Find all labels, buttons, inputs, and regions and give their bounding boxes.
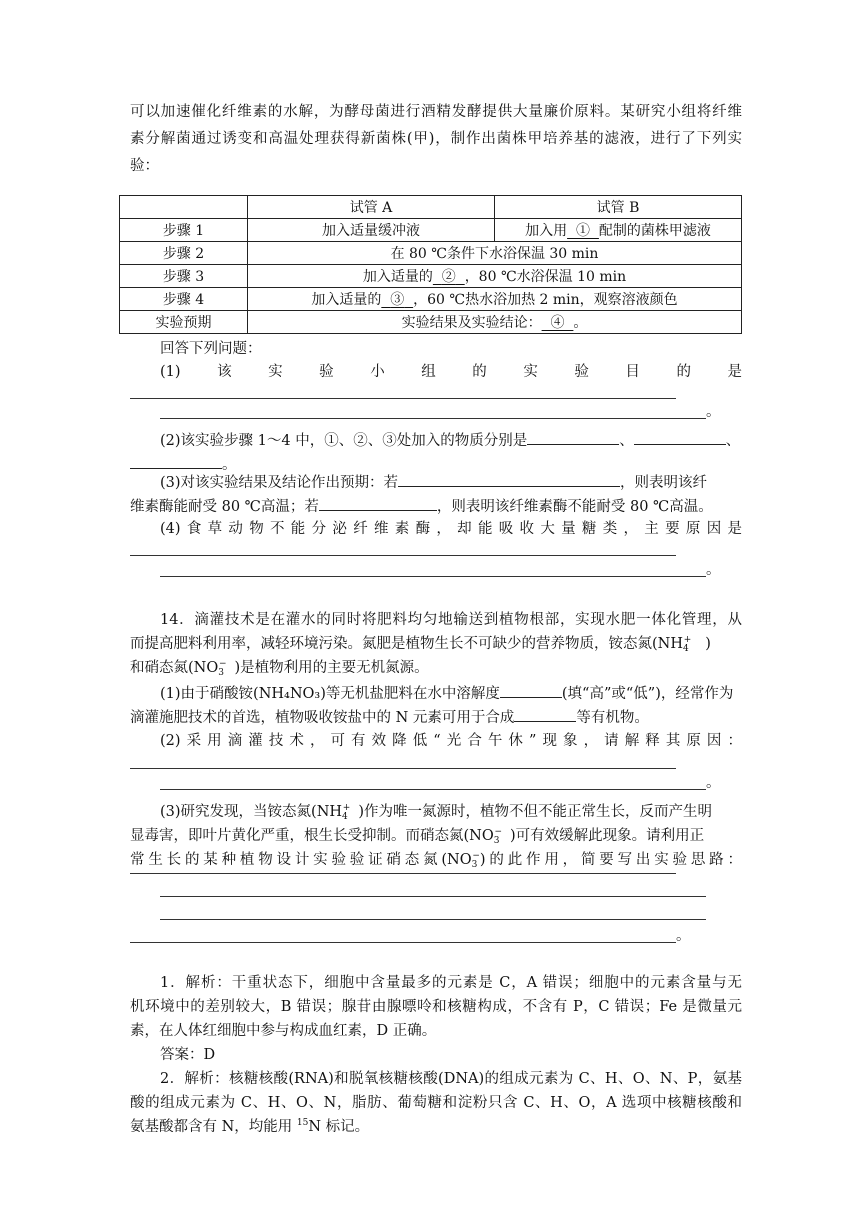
q13-part3-line1: (3)对该实验结果及结论作出预期：若 ，则表明该纤 — [160, 472, 742, 493]
q14-line1: 14．滴灌技术是在灌水的同时将肥料均匀地输送到植物根部，实现水肥一体化管理，从 — [160, 612, 742, 628]
answer2-line2: 酸的组成元素为 C、H、O、N，脂肪、葡萄糖和淀粉只含 C、H、O，A 选项中核糖核酸和 — [130, 1095, 742, 1111]
period: 。 — [706, 562, 721, 578]
answer2-line3: 氨基酸都含有 N，均能用 $^{15}$N 标记。 — [130, 1118, 370, 1135]
step1-tube-a: 加入适量缓冲液 — [248, 219, 495, 242]
step2-text: 在 80 ℃条件下水浴保温 30 min — [248, 242, 742, 265]
intro-line-1: 可以加速催化纤维素的水解，为酵母菌进行酒精发酵提供大量廉价原料。某研究小组将纤维 — [130, 104, 742, 120]
q13-part3-line2: 维素酶能耐受 80 ℃高温；若 ，则表明该纤维素酶不能耐受 80 ℃高温。 — [130, 496, 742, 517]
step1-tube-b — [495, 219, 742, 242]
answer-line — [160, 418, 706, 419]
answer-blank[interactable] — [319, 496, 437, 511]
answer-line — [130, 768, 676, 769]
answer-blank[interactable] — [634, 430, 726, 445]
table-row-expect — [120, 311, 742, 334]
q14-part2: (2)采用滴灌技术，可有效降低“光合午休”现象，请解释其原因： — [160, 733, 742, 749]
experiment-table — [119, 195, 742, 334]
q13-part1: (1)该实验小组的实验目的是 — [160, 364, 742, 380]
step1-label: 步骤 1 — [120, 219, 248, 242]
blank-3: ③ — [390, 292, 405, 308]
q14-part1-line1: (1)由于硝酸铵(NH₄NO₃)等无机盐肥料在水中溶解度 (填“高”或“低”)，经常作为 — [160, 683, 742, 704]
answer1-line2: 机环境中的差别较大，B 错误；腺苷由腺嘌呤和核糖构成，不含有 P，C 错误；Fe 是微量元 — [130, 999, 742, 1015]
table-corner-cell — [120, 196, 248, 219]
expect-label: 实验预期 — [120, 311, 248, 334]
answer-line — [160, 919, 706, 920]
answer1-line1: 1．解析：干重状态下，细胞中含量最多的元素是 C，A 错误；细胞中的元素含量与无 — [160, 975, 742, 991]
answer-line — [130, 873, 676, 874]
header-tube-a: 试管 A — [248, 196, 495, 219]
blank-2: ② — [441, 269, 456, 285]
answer-blank[interactable] — [398, 472, 620, 487]
answer1-result: 答案：D — [160, 1047, 216, 1063]
q14-line3: 和硝态氮($NO_3^-$ )是植物利用的主要无机氮源。 — [130, 659, 429, 678]
blank-1: ① — [576, 223, 590, 239]
answer-blank[interactable] — [527, 430, 619, 445]
q13-part2-cont: 。 — [130, 454, 742, 475]
step3-text: 加入适量的 ② ，80 ℃水浴保温 10 min — [248, 265, 742, 288]
answer-blank[interactable] — [130, 454, 222, 469]
table-row-step1 — [120, 219, 742, 242]
answer-line — [160, 896, 706, 897]
step4-text: 加入适量的 ③ ，60 ℃热水浴加热 2 min，观察溶液颜色 — [248, 288, 742, 311]
q13-prompt: 回答下列问题： — [160, 341, 262, 357]
intro-line-3: 验： — [130, 158, 159, 174]
period: 。 — [676, 928, 691, 944]
table-row-step2 — [120, 242, 742, 265]
q13-part2: (2)该实验步骤 1～4 中，①、②、③处加入的物质分别是 、 、 — [160, 430, 742, 451]
period: 。 — [706, 404, 721, 420]
step4-label: 步骤 4 — [120, 288, 248, 311]
answer-line — [130, 555, 676, 556]
period: 。 — [706, 775, 721, 791]
q14-part3-line1: (3)研究发现，当铵态氮($NH_4^+$ )作为唯一氮源时，植物不但不能正常生长，反而产生明 — [160, 803, 712, 822]
step2-label: 步骤 2 — [120, 242, 248, 265]
answer-blank[interactable] — [514, 707, 576, 722]
expect-text: 实验结果及实验结论： ④ 。 — [248, 311, 742, 334]
answer-line — [160, 576, 706, 577]
answer1-line3: 素，在人体红细胞中参与构成血红素，D 正确。 — [130, 1023, 437, 1039]
answer-blank[interactable] — [500, 683, 562, 698]
answer-line — [130, 942, 676, 943]
intro-line-2: 素分解菌通过诱变和高温处理获得新菌株(甲)，制作出菌株甲培养基的滤液，进行了下列实 — [130, 131, 742, 147]
table-row-step3 — [120, 265, 742, 288]
step1-b-post: 配制的菌株甲滤液 — [598, 223, 711, 239]
q14-part3-line2: 显毒害，即叶片黄化严重，根生长受抑制。而硝态氮($NO_3^-$ )可有效缓解此现象。请利用正 — [130, 827, 705, 846]
answer-line — [130, 398, 676, 399]
table-row-step4 — [120, 288, 742, 311]
q14-part3-line3: 常生长的某种植物设计实验验证硝态氮$(NO_3^-)$的此作用，简要写出实验思路： — [130, 851, 743, 870]
answer-line — [160, 789, 706, 790]
step1-b-pre: 加入用 — [525, 223, 568, 239]
answer2-line1: 2．解析：核糖核酸(RNA)和脱氧核糖核酸(DNA)的组成元素为 C、H、O、N、P，氨基 — [160, 1071, 742, 1087]
step3-label: 步骤 3 — [120, 265, 248, 288]
blank-4: ④ — [550, 315, 565, 331]
q14-part1-line2: 滴灌施肥技术的首选，植物吸收铵盐中的 N 元素可用于合成 等有机物。 — [130, 707, 742, 728]
q13-part4: (4)食草动物不能分泌纤维素酶，却能吸收大量糖类，主要原因是 — [160, 521, 742, 537]
header-tube-b: 试管 B — [495, 196, 742, 219]
table-header-row — [120, 196, 742, 219]
q14-line2: 而提高肥料利用率，减轻环境污染。氮肥是植物生长不可缺少的营养物质，铵态氮($NH_4^+$ ) — [130, 635, 711, 654]
